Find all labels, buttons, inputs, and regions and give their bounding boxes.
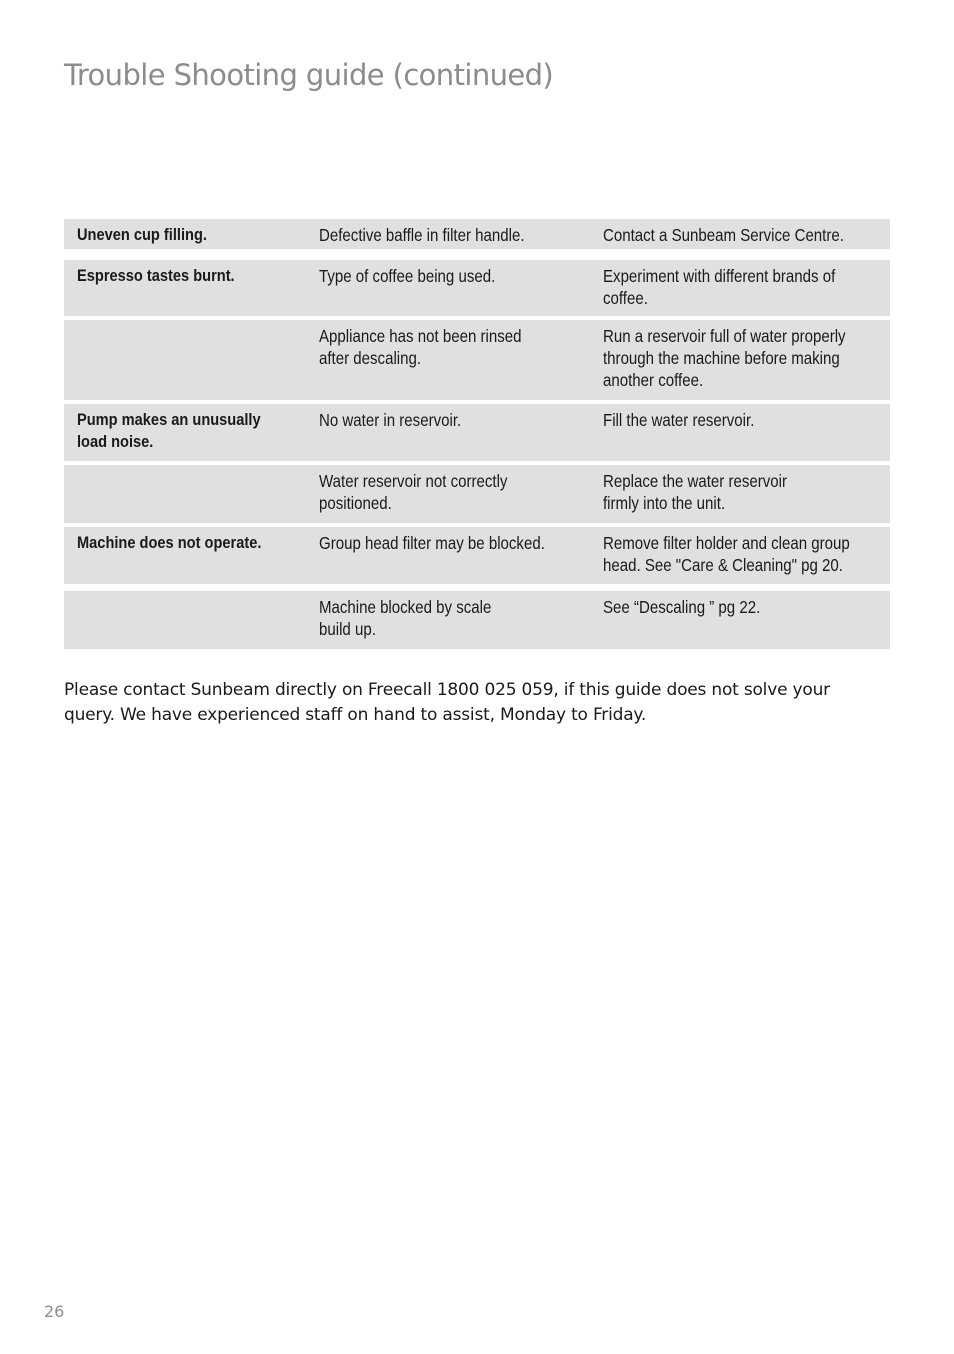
table-row xyxy=(64,591,890,649)
problem-text: Machine does not operate. xyxy=(77,533,262,552)
solution-text: Remove filter holder and clean group xyxy=(603,533,850,553)
cause-text: Group head filter may be blocked. xyxy=(319,533,545,553)
contact-note xyxy=(64,678,894,728)
cause-text: Defective baffle in filter handle. xyxy=(319,225,525,245)
solution-cell xyxy=(603,224,844,246)
solution-text: coffee. xyxy=(603,288,648,308)
page-title: Trouble Shooting guide (continued) xyxy=(64,58,554,92)
table-row xyxy=(64,260,890,316)
solution-text: another coffee. xyxy=(603,370,704,390)
contact-note-line: Please contact Sunbeam directly on Freecall 1800 025 059, if this guide does not solve your xyxy=(64,680,830,700)
solution-cell xyxy=(603,325,846,391)
problem-cell xyxy=(77,224,207,246)
cause-cell xyxy=(319,470,507,514)
solution-cell xyxy=(603,265,835,309)
problem-cell xyxy=(77,409,261,452)
cause-cell xyxy=(319,224,525,246)
cause-cell xyxy=(319,265,495,287)
solution-text: firmly into the unit. xyxy=(603,493,726,513)
cause-text: build up. xyxy=(319,619,376,639)
cause-text: Type of coffee being used. xyxy=(319,266,496,286)
cause-text: positioned. xyxy=(319,493,392,513)
solution-text: Run a reservoir full of water properly xyxy=(603,326,846,346)
table-row xyxy=(64,404,890,461)
solution-text: Experiment with different brands of xyxy=(603,266,836,286)
solution-cell xyxy=(603,596,760,618)
solution-text: Fill the water reservoir. xyxy=(603,410,755,430)
cause-text: No water in reservoir. xyxy=(319,410,462,430)
table-row xyxy=(64,527,890,584)
problem-cell xyxy=(77,265,235,287)
cause-text: Machine blocked by scale xyxy=(319,597,492,617)
cause-text: after descaling. xyxy=(319,348,422,368)
page-number: 26 xyxy=(44,1302,65,1321)
table-row xyxy=(64,465,890,523)
solution-text: head. See "Care & Cleaning" pg 20. xyxy=(603,555,843,575)
problem-text: Uneven cup filling. xyxy=(77,225,207,244)
table-row xyxy=(64,219,890,249)
cause-cell xyxy=(319,532,545,554)
contact-note-line: query. We have experienced staff on hand to assist, Monday to Friday. xyxy=(64,705,647,725)
cause-text: Appliance has not been rinsed xyxy=(319,326,522,346)
problem-text: Pump makes an unusually xyxy=(77,410,261,429)
solution-text: Replace the water reservoir xyxy=(603,471,788,491)
cause-cell xyxy=(319,409,461,431)
cause-cell xyxy=(319,325,521,369)
table-row xyxy=(64,320,890,400)
solution-text: through the machine before making xyxy=(603,348,840,368)
troubleshooting-table xyxy=(64,219,890,653)
solution-text: Contact a Sunbeam Service Centre. xyxy=(603,225,844,245)
solution-text: See “Descaling ” pg 22. xyxy=(603,597,761,617)
cause-text: Water reservoir not correctly xyxy=(319,471,508,491)
cause-cell xyxy=(319,596,491,640)
solution-cell xyxy=(603,409,754,431)
solution-cell xyxy=(603,532,850,576)
problem-text: load noise. xyxy=(77,431,154,451)
problem-text: Espresso tastes burnt. xyxy=(77,266,235,285)
problem-cell xyxy=(77,532,261,554)
solution-cell xyxy=(603,470,787,514)
